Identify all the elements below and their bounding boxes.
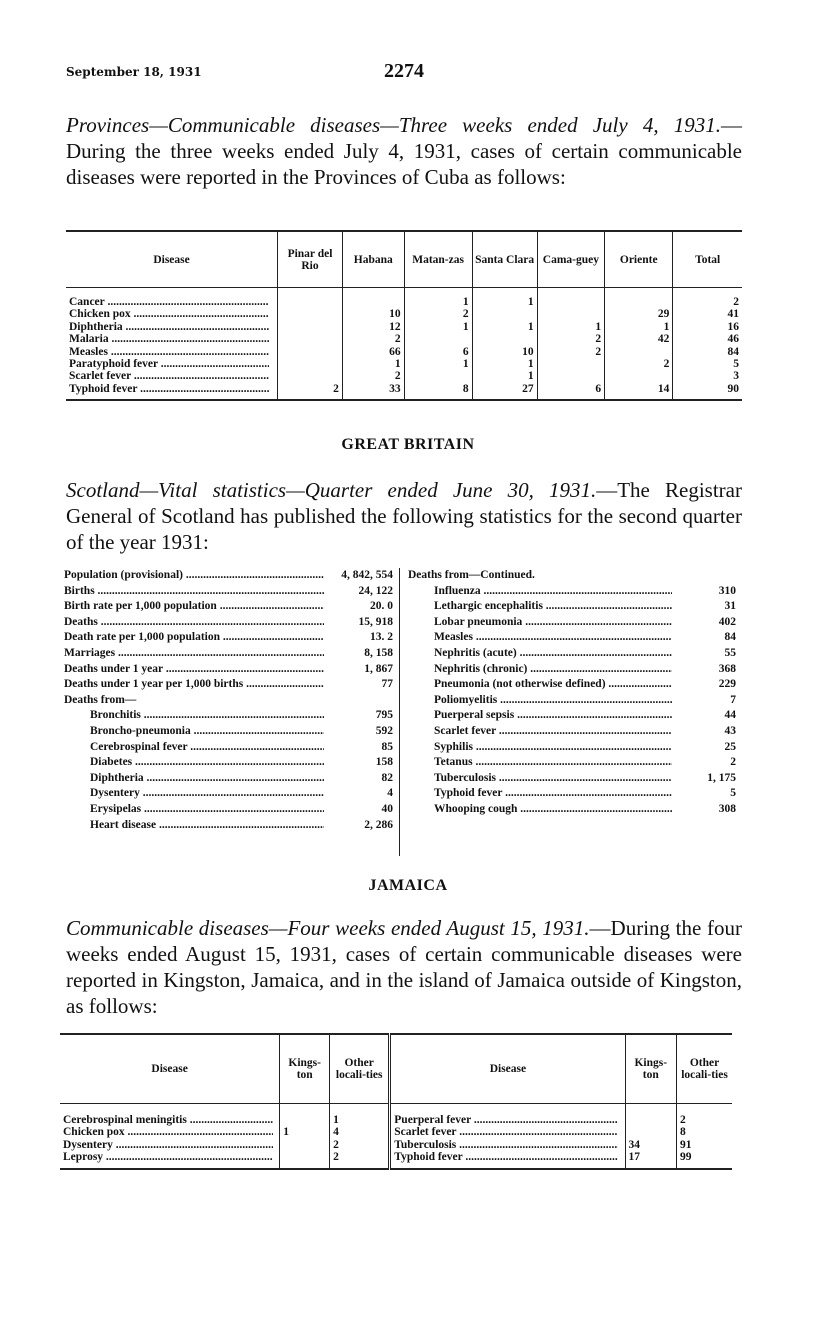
value-cell — [472, 308, 537, 320]
stat-label — [62, 615, 326, 631]
value-cell — [278, 308, 343, 320]
cuba-intro-text: —During the three weeks ended July 4, 1931, cases of certain communicable diseases were reported in the Provinces of Cuba as follows: — [66, 113, 742, 189]
stat-row — [62, 802, 395, 818]
stat-label-text: Pneumonia (not otherwise defined) ..... — [408, 677, 672, 693]
value-cell: 2 — [342, 333, 404, 345]
stat-label — [406, 724, 674, 740]
stat-row — [62, 755, 395, 771]
value-cell: 4 — [330, 1126, 390, 1138]
stat-label-text: Lethargic encephalitis ..... — [408, 599, 672, 615]
stat-value: 308 — [718, 802, 736, 815]
stat-value: 7 — [730, 693, 736, 706]
value-cell: 41 — [673, 308, 742, 320]
stat-label — [62, 802, 326, 818]
stat-value: 40 — [381, 802, 393, 815]
stat-label-text: Cerebrospinal fever ..... — [64, 740, 324, 756]
stat-value — [674, 568, 738, 584]
value-cell: 16 — [673, 321, 742, 333]
stat-value: 8, 158 — [364, 646, 393, 659]
stat-value: 795 — [375, 709, 393, 722]
value-cell — [605, 370, 673, 382]
value-cell: 2 — [677, 1104, 732, 1127]
cuba-intro-paragraph — [66, 112, 742, 190]
value-cell: 1 — [472, 321, 537, 333]
disease-label: Malaria ..... — [69, 333, 269, 345]
stat-label-text: Whooping cough ..... — [408, 802, 672, 818]
column-header: Disease — [153, 253, 190, 266]
stat-row — [406, 708, 738, 724]
column-header: Pinar del Rio — [278, 231, 343, 288]
stat-row — [406, 755, 738, 771]
stat-row — [406, 677, 738, 693]
stat-label-text: Erysipelas ..... — [64, 802, 324, 818]
value-cell: 33 — [342, 383, 404, 400]
vital-stats-left-column — [62, 568, 395, 833]
column-header: Total — [673, 231, 742, 288]
value-cell — [280, 1139, 330, 1151]
stat-label — [406, 615, 674, 631]
table-row — [66, 346, 742, 358]
value-cell: 2 — [342, 370, 404, 382]
value-cell — [280, 1104, 330, 1127]
stat-value: 1, 867 — [364, 662, 393, 675]
value-cell: 66 — [342, 346, 404, 358]
stat-value: 15, 918 — [358, 615, 393, 628]
value-cell: 2 — [404, 308, 472, 320]
value-cell — [625, 1126, 676, 1138]
stat-value: 229 — [718, 678, 736, 691]
stat-row — [62, 615, 395, 631]
stat-row — [62, 630, 395, 646]
value-cell: 1 — [605, 321, 673, 333]
stat-label-text: Puerperal sepsis ..... — [408, 708, 672, 724]
stat-label — [406, 740, 674, 756]
stat-row — [406, 740, 738, 756]
great-britain-heading: GREAT BRITAIN — [341, 436, 475, 453]
value-cell: 1 — [330, 1104, 390, 1127]
disease-cell — [60, 1126, 280, 1138]
stat-label-text: Heart disease ..... — [64, 818, 324, 834]
value-cell: 46 — [673, 333, 742, 345]
disease-label: Chicken pox ..... — [63, 1126, 273, 1138]
stat-row — [62, 693, 395, 709]
column-header: Kings-ton — [625, 1034, 676, 1104]
stat-label — [406, 755, 674, 771]
stat-label — [406, 584, 674, 600]
value-cell: 1 — [472, 370, 537, 382]
table-row — [66, 321, 742, 333]
stat-label-text: Deaths under 1 year ..... — [64, 662, 324, 678]
stat-value: 592 — [375, 724, 393, 737]
stat-value: 1, 175 — [707, 771, 736, 784]
disease-cell — [66, 383, 278, 400]
stat-label-text: Marriages ..... — [64, 646, 324, 662]
disease-label: Typhoid fever ..... — [394, 1151, 618, 1163]
stat-value: 13. 2 — [370, 631, 393, 644]
vital-stats-right-column — [406, 568, 738, 818]
stat-row — [62, 584, 395, 600]
scotland-intro-text: —The Registrar General of Scotland has published the following statistics for the second quarter of the year 1931: — [66, 478, 742, 554]
value-cell — [404, 370, 472, 382]
column-header: Disease — [390, 1034, 625, 1104]
stat-label — [62, 568, 326, 584]
value-cell: 17 — [625, 1151, 676, 1168]
stat-value: 43 — [724, 724, 736, 737]
stat-value: 20. 0 — [370, 600, 393, 613]
column-divider — [399, 568, 400, 856]
value-cell — [278, 370, 343, 382]
value-cell — [472, 333, 537, 345]
stat-row — [406, 802, 738, 818]
stat-row — [406, 693, 738, 709]
jamaica-section-title: Communicable diseases—Four weeks ended August 15, 1931. — [66, 916, 590, 940]
column-header: Cama-guey — [537, 231, 605, 288]
jamaica-intro-paragraph — [66, 915, 742, 1019]
stat-label-text: Typhoid fever ..... — [408, 786, 672, 802]
stat-label-text: Population (provisional) ..... — [64, 568, 324, 584]
stat-label-text: Scarlet fever ..... — [408, 724, 672, 740]
value-cell: 5 — [673, 358, 742, 370]
disease-label: Puerperal fever ..... — [394, 1114, 618, 1126]
stat-label-text: Poliomyelitis ..... — [408, 693, 672, 709]
stat-row — [406, 724, 738, 740]
stat-value: 82 — [381, 771, 393, 784]
stat-value: 44 — [724, 709, 736, 722]
value-cell: 1 — [537, 321, 605, 333]
disease-cell — [390, 1104, 625, 1127]
value-cell: 10 — [342, 308, 404, 320]
stat-label-text: Broncho-pneumonia ..... — [64, 724, 324, 740]
value-cell: 42 — [605, 333, 673, 345]
stat-value: 85 — [381, 740, 393, 753]
value-cell — [537, 358, 605, 370]
value-cell: 29 — [605, 308, 673, 320]
stat-row — [406, 786, 738, 802]
stat-label — [406, 630, 674, 646]
stat-label — [62, 786, 326, 802]
value-cell: 3 — [673, 370, 742, 382]
value-cell: 6 — [404, 346, 472, 358]
value-cell: 12 — [342, 321, 404, 333]
value-cell: 1 — [404, 321, 472, 333]
stat-row — [62, 786, 395, 802]
stat-label — [406, 599, 674, 615]
value-cell: 34 — [625, 1139, 676, 1151]
stat-row — [62, 662, 395, 678]
stat-label-text: Diabetes ..... — [64, 755, 324, 771]
value-cell: 2 — [330, 1151, 390, 1168]
stat-label — [62, 584, 326, 600]
stat-row — [406, 615, 738, 631]
value-cell: 2 — [330, 1139, 390, 1151]
table-row — [60, 1104, 732, 1127]
cuba-disease-table — [66, 230, 742, 401]
stat-label-text: Deaths under 1 year per 1,000 births ..... — [64, 677, 324, 693]
stat-label-text: Deaths ..... — [64, 615, 324, 631]
disease-label: Scarlet fever ..... — [394, 1126, 618, 1138]
disease-label: Leprosy ..... — [63, 1151, 273, 1163]
stat-label — [62, 771, 326, 787]
stat-label — [406, 802, 674, 818]
stat-value: 2 — [730, 756, 736, 769]
value-cell — [605, 288, 673, 309]
value-cell: 8 — [677, 1126, 732, 1138]
stat-label — [62, 677, 326, 693]
stat-label-text: Deaths from—Continued. — [408, 569, 535, 581]
disease-cell — [60, 1151, 280, 1168]
table-row — [66, 370, 742, 382]
column-header: Other locali-ties — [330, 1034, 390, 1104]
column-header: Santa Clara — [472, 231, 537, 288]
stat-value: 368 — [718, 662, 736, 675]
disease-cell — [66, 370, 278, 382]
stat-value: 4 — [387, 787, 393, 800]
column-header: Other locali-ties — [677, 1034, 732, 1104]
stat-value: 4, 842, 554 — [341, 569, 393, 581]
stat-label — [406, 662, 674, 678]
value-cell — [537, 308, 605, 320]
column-header: Kings-ton — [280, 1034, 330, 1104]
value-cell: 1 — [404, 288, 472, 309]
disease-cell — [60, 1104, 280, 1127]
value-cell: 2 — [537, 346, 605, 358]
column-header: Disease — [151, 1063, 188, 1075]
stat-label — [62, 740, 326, 756]
stat-value: 55 — [724, 646, 736, 659]
value-cell — [278, 321, 343, 333]
stat-label — [62, 818, 326, 834]
value-cell — [278, 346, 343, 358]
value-cell: 1 — [280, 1126, 330, 1138]
stat-row — [62, 599, 395, 615]
disease-cell — [66, 346, 278, 358]
stat-label — [62, 755, 326, 771]
disease-label: Scarlet fever ..... — [69, 370, 269, 382]
stat-label — [62, 662, 326, 678]
stat-label-text: Bronchitis ..... — [64, 708, 324, 724]
table-row — [60, 1139, 732, 1151]
stat-label-text: Death rate per 1,000 population ..... — [64, 630, 324, 646]
value-cell — [342, 288, 404, 309]
jamaica-intro-text: —During the four weeks ended August 15, 1931, cases of certain communicable diseases were reported in Kingston, Jamaica, and in the island of Jamaica outside of Kingston, as follows: — [66, 916, 742, 1018]
running-header-date: September 18, 1931 — [66, 65, 202, 79]
stat-label — [62, 724, 326, 740]
stat-value: 310 — [718, 584, 736, 597]
cuba-section-title: Provinces—Communicable diseases—Three weeks ended July 4, 1931. — [66, 113, 721, 137]
value-cell: 14 — [605, 383, 673, 400]
stat-label-text: Tetanus ..... — [408, 755, 672, 771]
disease-cell — [66, 321, 278, 333]
stat-label — [406, 708, 674, 724]
table-row — [66, 288, 742, 309]
stat-row — [406, 646, 738, 662]
value-cell: 2 — [605, 358, 673, 370]
stat-value: 25 — [724, 740, 736, 753]
stat-row — [62, 740, 395, 756]
disease-cell — [390, 1151, 625, 1168]
value-cell: 8 — [404, 383, 472, 400]
jamaica-disease-table — [60, 1033, 732, 1170]
stat-value: 158 — [375, 756, 393, 769]
stat-label — [62, 646, 326, 662]
value-cell — [278, 333, 343, 345]
value-cell — [537, 288, 605, 309]
stat-value: 402 — [718, 615, 736, 628]
stat-label-text: Birth rate per 1,000 population ..... — [64, 599, 324, 615]
disease-label: Diphtheria ..... — [69, 321, 269, 333]
disease-label: Typhoid fever ..... — [69, 383, 269, 395]
disease-label: Cerebrospinal meningitis ..... — [63, 1114, 273, 1126]
table-row — [66, 308, 742, 320]
value-cell — [625, 1104, 676, 1127]
stat-label-text: Measles ..... — [408, 630, 672, 646]
value-cell — [605, 346, 673, 358]
stat-value: 5 — [730, 787, 736, 800]
stat-row — [406, 568, 738, 584]
value-cell: 90 — [673, 383, 742, 400]
value-cell: 2 — [673, 288, 742, 309]
stat-label — [62, 708, 326, 724]
stat-row — [406, 662, 738, 678]
column-header: Matan-zas — [404, 231, 472, 288]
stat-label-text: Syphilis ..... — [408, 740, 672, 756]
disease-label: Tuberculosis ..... — [394, 1139, 618, 1151]
stat-row — [406, 584, 738, 600]
scotland-section-title: Scotland—Vital statistics—Quarter ended June 30, 1931. — [66, 478, 597, 502]
disease-label: Dysentery ..... — [63, 1139, 273, 1151]
table-row — [66, 333, 742, 345]
disease-cell — [390, 1139, 625, 1151]
disease-cell — [66, 308, 278, 320]
column-header: Oriente — [605, 231, 673, 288]
stat-row — [62, 818, 395, 834]
scotland-intro-paragraph — [66, 477, 742, 555]
stat-row — [62, 568, 395, 584]
disease-label: Paratyphoid fever ..... — [69, 358, 269, 370]
stat-label-text: Dysentery ..... — [64, 786, 324, 802]
stat-label-text: Deaths from— — [64, 693, 137, 706]
stat-label — [406, 786, 674, 802]
page-number: 2274 — [384, 60, 424, 82]
stat-value — [326, 693, 395, 709]
stat-row — [62, 677, 395, 693]
value-cell: 6 — [537, 383, 605, 400]
value-cell — [280, 1151, 330, 1168]
stat-label-text: Influenza ..... — [408, 584, 672, 600]
table-row — [60, 1126, 732, 1138]
stat-label — [406, 693, 674, 709]
value-cell: 1 — [404, 358, 472, 370]
stat-value: 2, 286 — [364, 818, 393, 831]
stat-label — [62, 599, 326, 615]
table-row — [60, 1151, 732, 1168]
stat-row — [62, 724, 395, 740]
stat-label-text: Nephritis (acute) ..... — [408, 646, 672, 662]
stat-row — [62, 771, 395, 787]
stat-value: 84 — [724, 631, 736, 644]
stat-label-text: Lobar pneumonia ..... — [408, 615, 672, 631]
value-cell — [278, 288, 343, 309]
disease-cell — [66, 288, 278, 309]
table-row — [66, 358, 742, 370]
stat-label — [406, 646, 674, 662]
value-cell: 27 — [472, 383, 537, 400]
disease-cell — [60, 1139, 280, 1151]
stat-value: 24, 122 — [358, 584, 393, 597]
stat-label-text: Births ..... — [64, 584, 324, 600]
value-cell — [404, 333, 472, 345]
stat-value: 77 — [381, 678, 393, 691]
value-cell: 2 — [537, 333, 605, 345]
stat-label-text: Diphtheria ..... — [64, 771, 324, 787]
stat-label — [406, 771, 674, 787]
disease-label: Cancer ..... — [69, 296, 269, 308]
table-row — [66, 383, 742, 400]
value-cell — [537, 370, 605, 382]
disease-label: Measles ..... — [69, 346, 269, 358]
disease-cell — [390, 1126, 625, 1138]
stat-label — [406, 677, 674, 693]
disease-cell — [66, 358, 278, 370]
value-cell: 2 — [278, 383, 343, 400]
value-cell: 84 — [673, 346, 742, 358]
value-cell: 1 — [342, 358, 404, 370]
stat-row — [406, 599, 738, 615]
disease-cell — [66, 333, 278, 345]
value-cell: 10 — [472, 346, 537, 358]
disease-label: Chicken pox ..... — [69, 308, 269, 320]
stat-label — [62, 693, 326, 709]
value-cell: 91 — [677, 1139, 732, 1151]
stat-label — [406, 568, 674, 584]
value-cell: 99 — [677, 1151, 732, 1168]
stat-row — [62, 708, 395, 724]
column-header: Habana — [342, 231, 404, 288]
stat-label-text: Tuberculosis ..... — [408, 771, 672, 787]
stat-row — [406, 630, 738, 646]
value-cell: 1 — [472, 358, 537, 370]
stat-value: 31 — [724, 600, 736, 613]
stat-label-text: Nephritis (chronic) ..... — [408, 662, 672, 678]
jamaica-heading: JAMAICA — [368, 877, 448, 894]
value-cell: 1 — [472, 288, 537, 309]
stat-label — [62, 630, 326, 646]
value-cell — [278, 358, 343, 370]
stat-row — [62, 646, 395, 662]
stat-row — [406, 771, 738, 787]
